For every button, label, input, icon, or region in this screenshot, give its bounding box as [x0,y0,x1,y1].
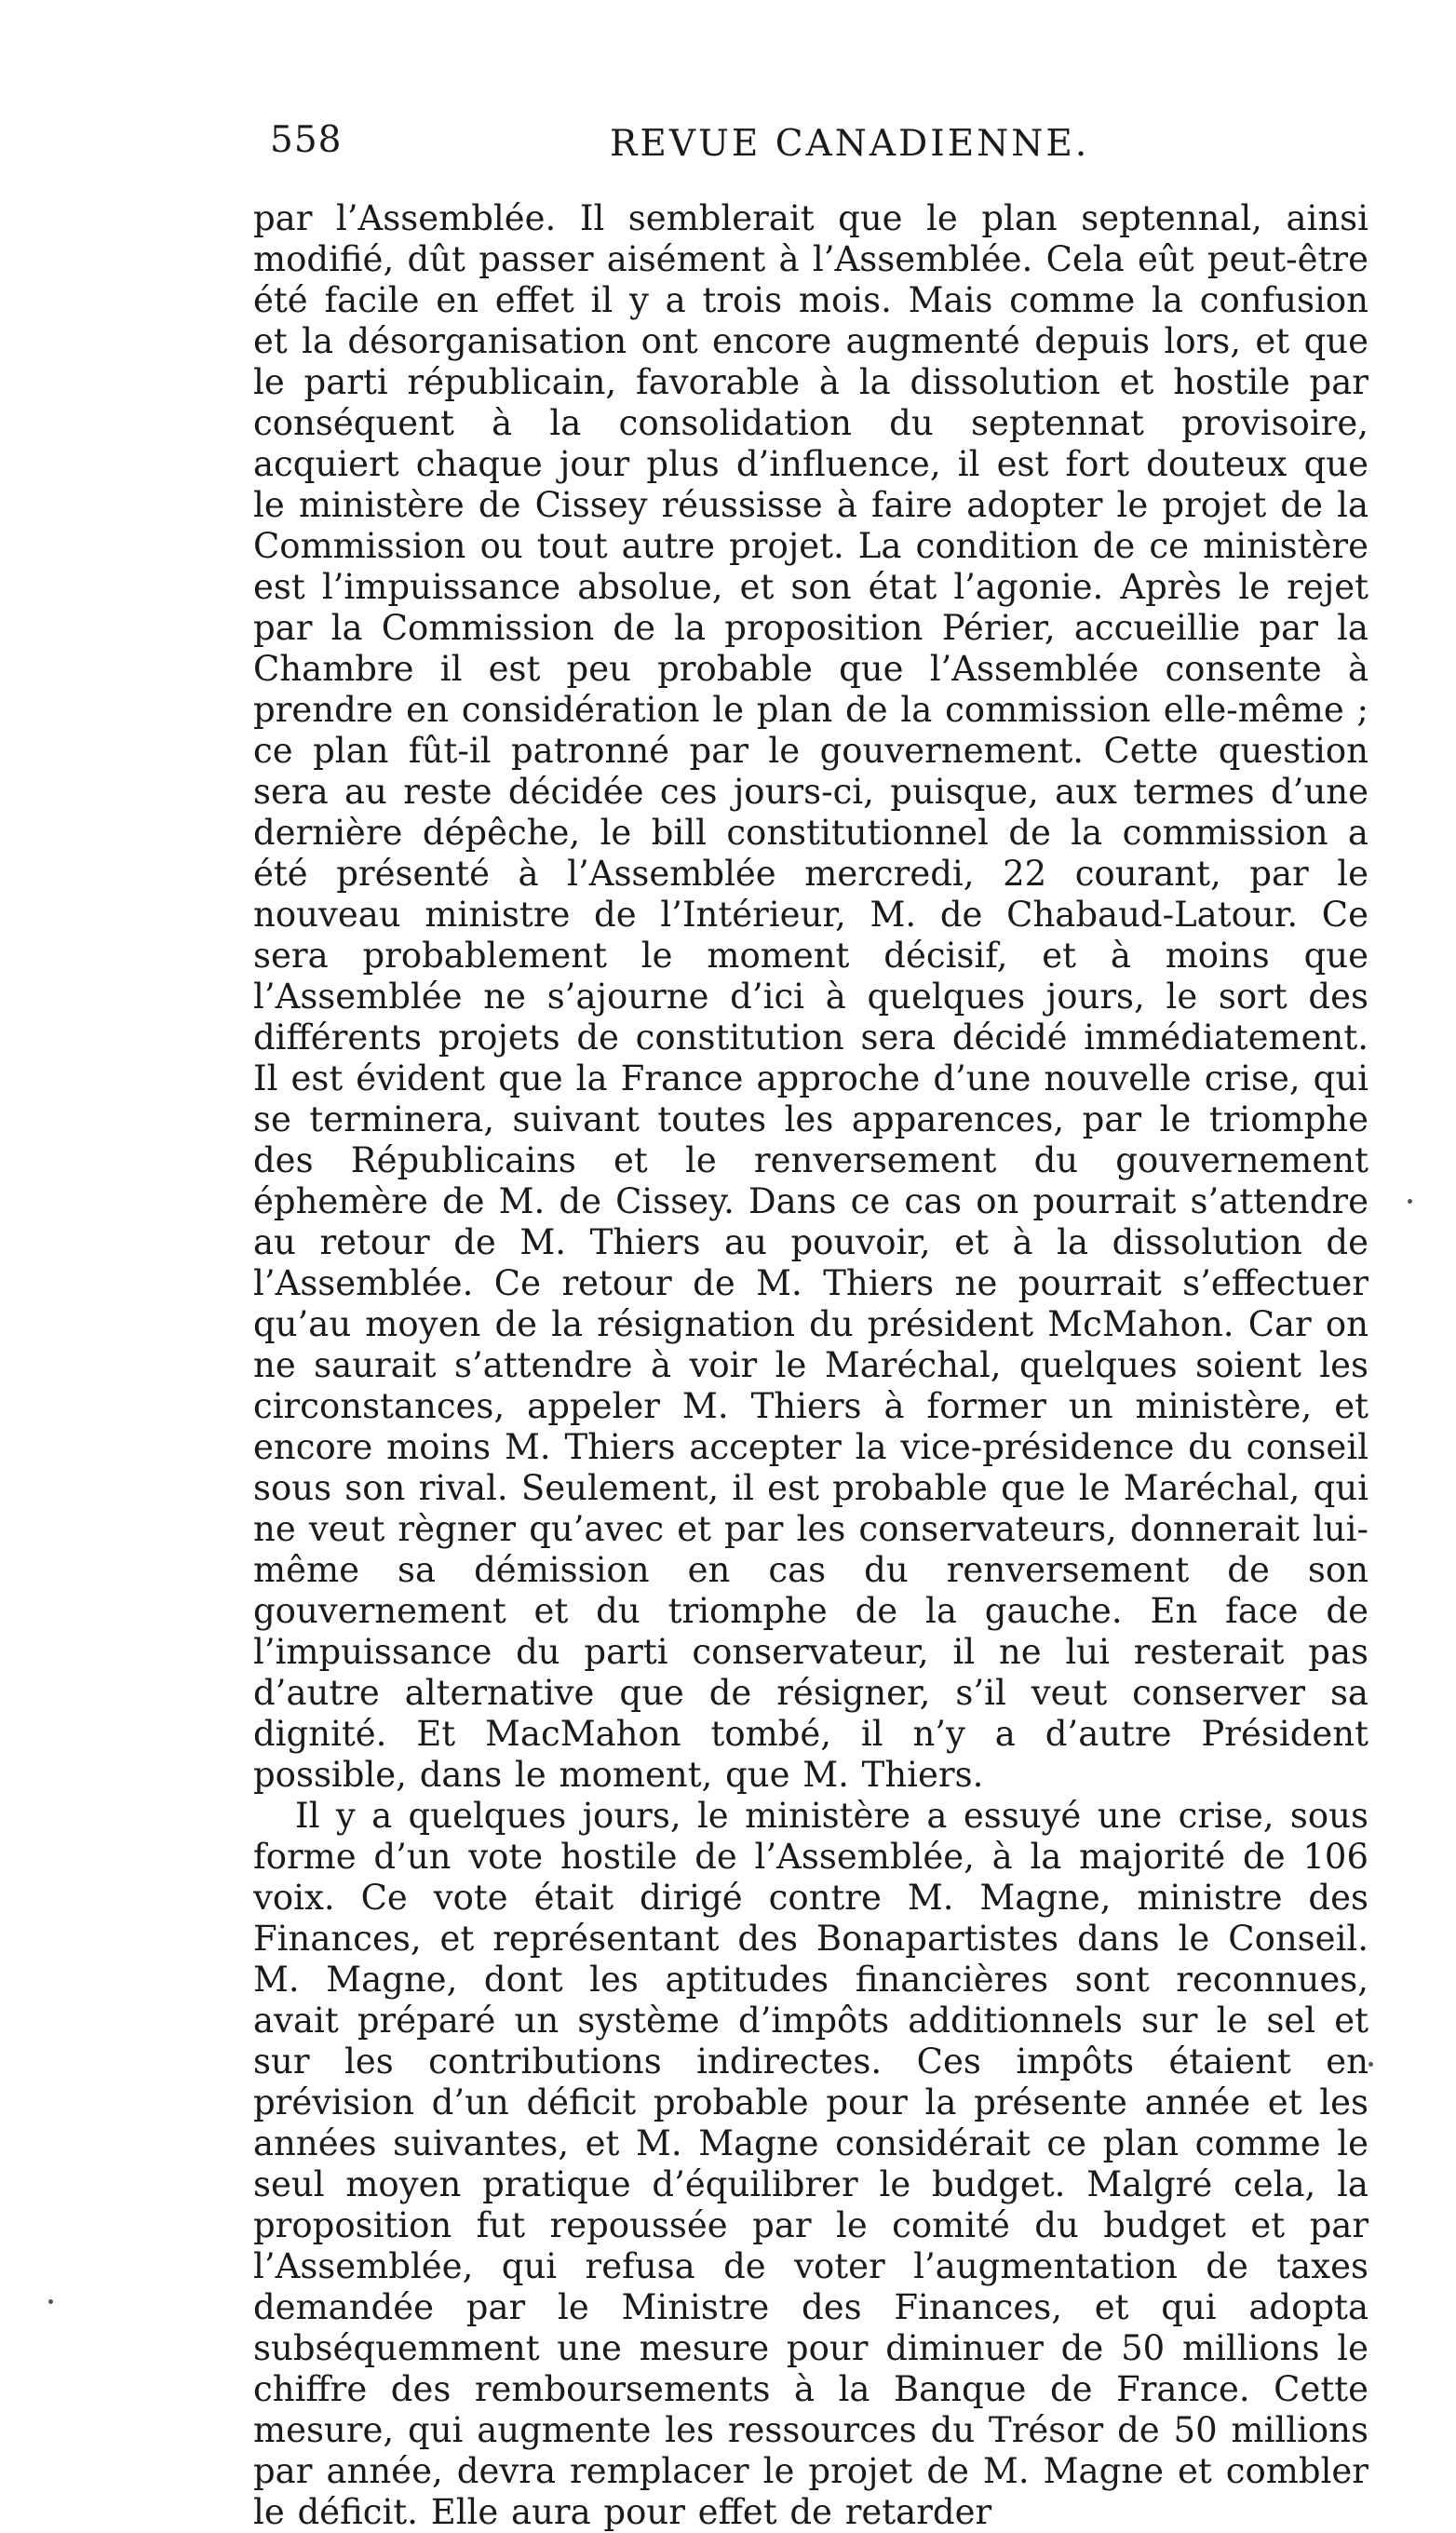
body-text [253,198,1368,2533]
page-header [270,119,1434,175]
print-speck [1408,1199,1412,1204]
print-speck [1368,2062,1373,2067]
page-number: 558 [270,119,343,161]
print-speck [48,2299,53,2304]
paragraph-1: par l’Assemblée. Il semblerait que le plan septennal, ainsi modifié, dût passer aisément à l’Assemblée. Cela eût peut-être été facile en effet il y a trois mois. Mais comme la confusion et la désorganisation ont encore augmenté depuis lors, et que le parti républicain, favorable à la dissolution et hostile par conséquent à la consolidation du septennat provisoire, acquiert chaque jour plus d’influence, il est fort douteux que le ministère de Cissey réussisse à faire adopter le projet de la Commission ou tout autre projet. La condition de ce ministère est l’impuissance absolue, et son état l’agonie. Après le rejet par la Commission de la proposition Périer, accueillie par la Chambre il est peu probable que l’Assemblée consente à prendre en considération le plan de la commission elle-même ; ce plan fût-il patronné par le gouvernement. Cette question sera au reste décidée ces jours-ci, puisque, aux termes d’une dernière dépêche, le bill constitutionnel de la commission a été présenté à l’Assemblée mercredi, 22 courant, par le nouveau ministre de l’Intérieur, M. de Chabaud-Latour. Ce sera probablement le moment décisif, et à moins que l’Assemblée ne s’ajourne d’ici à quelques jours, le sort des différents projets de constitution sera décidé immédiatement. Il est évident que la France approche d’une nouvelle crise, qui se terminera, suivant toutes les apparences, par le triomphe des Républicains et le renversement du gouvernement éphemère de M. de Cissey. Dans ce cas on pourrait s’attendre au retour de M. Thiers au pouvoir, et à la dissolution de l’Assemblée. Ce retour de M. Thiers ne pourrait s’effectuer qu’au moyen de la résignation du président McMahon. Car on ne saurait s’attendre à voir le Maréchal, quelques soient les circonstances, appeler M. Thiers à former un ministère, et encore moins M. Thiers accepter la vice-présidence du conseil sous son rival. Seulement, il est probable que le Maréchal, qui ne veut règner qu’avec et par les conservateurs, donnerait lui-même sa démission en cas du renversement de son gouvernement et du triomphe de la gauche. En face de l’impuissance du parti conservateur, il ne lui resterait pas d’autre alternative que de résigner, s’il veut conserver sa dignité. Et MacMahon tombé, il n’y a d’autre Président possible, dans le moment, que M. Thiers. [253,198,1368,1795]
running-title: REVUE CANADIENNE. [610,123,1090,165]
paragraph-2: Il y a quelques jours, le ministère a essuyé une crise, sous forme d’un vote hostile de l’Assemblée, à la majorité de 106 voix. Ce vote était dirigé contre M. Magne, ministre des Finances, et représentant des Bonapartistes dans le Conseil. M. Magne, dont les aptitudes financières sont reconnues, avait préparé un système d’impôts additionnels sur le sel et sur les contributions indirectes. Ces impôts étaient en prévision d’un déficit probable pour la présente année et les années suivantes, et M. Magne considérait ce plan comme le seul moyen pratique d’équilibrer le budget. Malgré cela, la proposition fut repoussée par le comité du budget et par l’Assemblée, qui refusa de voter l’augmentation de taxes demandée par le Ministre des Finances, et qui adopta subséquemment une mesure pour diminuer de 50 millions le chiffre des remboursements à la Banque de France. Cette mesure, qui augmente les ressources du Trésor de 50 millions par année, devra remplacer le projet de M. Magne et combler le déficit. Elle aura pour effet de retarder [253,1796,1368,2532]
